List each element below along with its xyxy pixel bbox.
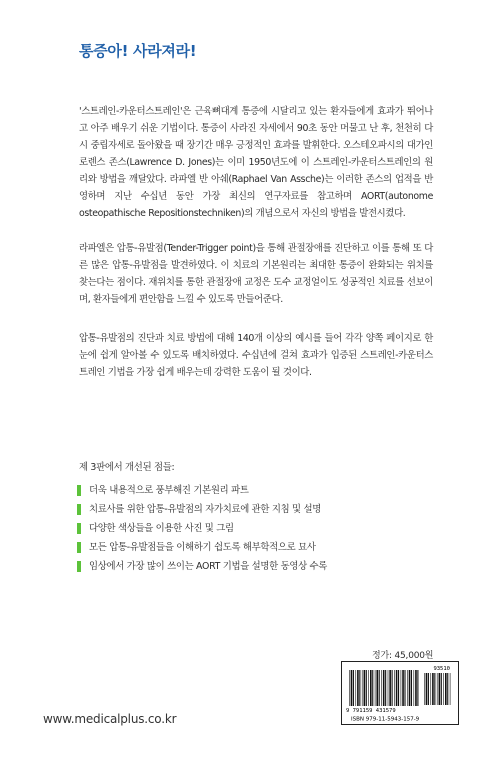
green-bullet-icon bbox=[77, 561, 81, 572]
barcode-bar bbox=[370, 670, 372, 706]
price-label: 정가: 45,000원 bbox=[372, 651, 434, 661]
barcode-graphic bbox=[342, 662, 458, 724]
barcode-bar bbox=[441, 673, 442, 705]
description-paragraph-3: 압통-유발점의 진단과 치료 방법에 대해 140개 이상의 예시를 들어 각각 양쪽 페이지로 한 눈에 쉽게 알아볼 수 있도록 배치하였다. 수십년에 걸쳐 효과가 입증된 스트레인-카운터스트레인 기법을 가장 쉽게 배우는데 강력한 도움이 될 것이다. bbox=[79, 333, 433, 378]
barcode-bars-main bbox=[349, 670, 418, 706]
barcode-bar bbox=[434, 673, 435, 705]
description-paragraph-2: 라파엘은 압통-유발점(Tender-Trigger point)을 통해 관절장애를 진단하고 이를 통해 또 다른 많은 압통-유발점을 발견하였다. 이 치료의 기본원리는 최대한 통증이 완화되는 위치를 찾는다는 점이다. 재위치를 통한 관절장애 교정은 도수 교정얼이도 성공적인 치료를 선보이며, 환자들에게 편안함을 느낄 수 있도록 만들어준다. bbox=[79, 243, 433, 305]
barcode-bar bbox=[404, 670, 405, 706]
barcode-bar bbox=[411, 670, 412, 706]
barcode-bar bbox=[353, 670, 354, 706]
green-bullet-icon bbox=[77, 523, 81, 534]
barcode-bar bbox=[368, 670, 369, 706]
barcode-bar bbox=[424, 673, 425, 705]
barcode-bar bbox=[379, 670, 380, 706]
improvement-item bbox=[75, 500, 327, 519]
barcode-bar bbox=[443, 673, 444, 705]
publisher-website: www.medicalplus.co.kr bbox=[43, 712, 177, 726]
barcode-addon-number: 93510 bbox=[433, 666, 450, 672]
barcode-bar bbox=[439, 673, 441, 705]
improvement-item bbox=[75, 538, 327, 557]
barcode-bar bbox=[372, 670, 373, 706]
barcode-bar bbox=[414, 670, 415, 706]
barcode-bar bbox=[445, 673, 447, 705]
barcode-bar bbox=[407, 670, 408, 706]
improvement-text: 치료사를 위한 압통-유발점의 자가치료에 관한 지침 및 설명 bbox=[89, 504, 321, 515]
improvement-text: 더욱 내용적으로 풍부해진 기본원리 파트 bbox=[89, 485, 249, 496]
barcode-bar bbox=[450, 673, 451, 705]
improvement-text: 다양한 색상들을 이용한 사진 및 그림 bbox=[89, 523, 234, 534]
barcode-bar bbox=[388, 670, 389, 706]
improvement-text: 모든 압통-유발점들을 이해하기 쉽도록 해부학적으로 묘사 bbox=[89, 542, 316, 553]
barcode-bar bbox=[349, 670, 350, 706]
barcode-bar bbox=[426, 673, 428, 705]
barcode-bar bbox=[357, 670, 359, 706]
barcode-bars-addon bbox=[424, 673, 450, 705]
description-paragraph-1: '스트레인-카운터스트레인'은 근육뼈대계 통증에 시달리고 있는 환자들에게 효과가 뛰어나고 아주 배우기 쉬운 기법이다. 통증이 사라진 자세에서 90초 동안 머물고 난 후, 천천히 다시 중립자세로 돌아왔을 때 장기간 매우 긍정적인 효과를 발휘한다. 오스테오파시의 대가인 로렌스 존스(Lawrence D. Jones)는 이미 1950년도에 이 스트레인-카운터스트레인의 원리와 방법을 깨달았다. 라파엘 반 아쉐(Raphael Van Assche)는 이러한 존스의 업적을 반영하며 지난 수십년 동안 가장 최신의 연구자료를 참고하며 AORT(autonome osteopathische Repositionstechniken)의 개념으로서 자신의 방법을 발전시켰다. bbox=[79, 106, 433, 219]
improvement-item bbox=[75, 557, 327, 576]
barcode-bar bbox=[401, 670, 402, 706]
improvement-text: 임상에서 가장 많이 쓰이는 AORT 기법을 설명한 동영상 수록 bbox=[89, 561, 328, 572]
green-bullet-icon bbox=[77, 485, 81, 496]
green-bullet-icon bbox=[77, 542, 81, 553]
isbn-number: ISBN 979-11-5943-157-9 bbox=[351, 716, 420, 723]
barcode-bar bbox=[381, 670, 382, 706]
barcode-bar bbox=[428, 673, 429, 705]
barcode-bar bbox=[376, 670, 378, 706]
green-bullet-icon bbox=[77, 504, 81, 515]
improvement-item bbox=[75, 519, 327, 538]
barcode-bar bbox=[359, 670, 360, 706]
barcode-bar bbox=[447, 673, 448, 705]
barcode-bar bbox=[392, 670, 393, 706]
barcode-bar bbox=[396, 670, 398, 706]
improvement-item bbox=[75, 481, 327, 500]
barcode-bar bbox=[398, 670, 399, 706]
barcode-bar bbox=[432, 673, 434, 705]
barcode-main-number: 9 791159 431579 bbox=[346, 708, 396, 714]
barcode-bar bbox=[437, 673, 438, 705]
barcode-bar bbox=[385, 670, 386, 706]
barcode-bar bbox=[389, 670, 391, 706]
barcode-bar bbox=[402, 670, 404, 706]
barcode-bar bbox=[364, 670, 366, 706]
barcode-bar bbox=[362, 670, 363, 706]
barcode-bar bbox=[409, 670, 411, 706]
barcode-bar bbox=[351, 670, 353, 706]
isbn-barcode bbox=[341, 661, 459, 725]
barcode-bar bbox=[375, 670, 376, 706]
improvements-heading: 제 3판에서 개선된 점들: bbox=[79, 462, 175, 473]
barcode-bar bbox=[430, 673, 431, 705]
barcode-bar bbox=[415, 670, 417, 706]
barcode-bar bbox=[383, 670, 385, 706]
book-slogan-title: 통증아! 사라져라! bbox=[79, 42, 197, 60]
barcode-bar bbox=[366, 670, 367, 706]
barcode-bar bbox=[355, 670, 356, 706]
barcode-bar bbox=[417, 670, 418, 706]
barcode-bar bbox=[394, 670, 395, 706]
improvements-list bbox=[75, 481, 327, 576]
